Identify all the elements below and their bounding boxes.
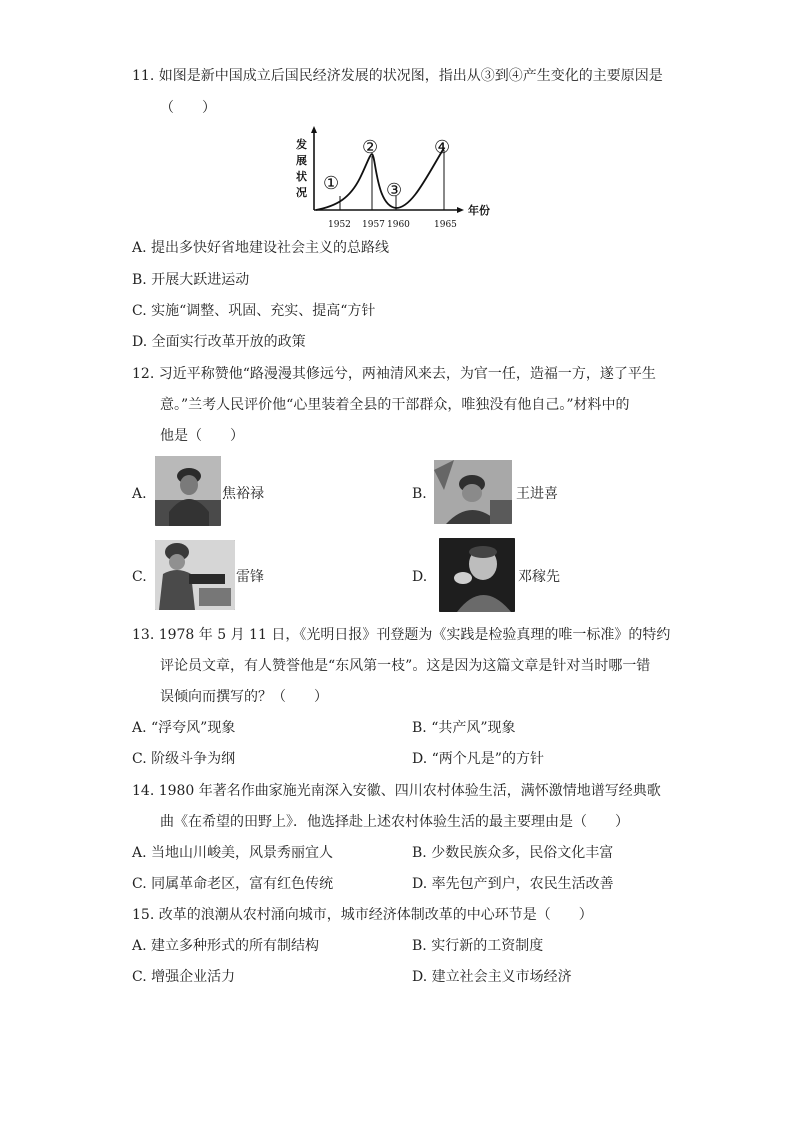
q13-option-b[interactable]: B. “共产风”现象 bbox=[412, 720, 516, 736]
q11-stem-line2: （ ） bbox=[160, 100, 216, 116]
x-axis-label: 年份 bbox=[468, 204, 490, 217]
tick-label-1952: 1952 bbox=[328, 220, 351, 230]
portrait-photo-icon bbox=[434, 460, 512, 524]
q13-option-a[interactable]: A. “浮夸风”现象 bbox=[132, 720, 236, 736]
q13-option-c[interactable]: C. 阶级斗争为纲 bbox=[132, 751, 236, 767]
q15-option-d[interactable]: D. 建立社会主义市场经济 bbox=[412, 969, 572, 985]
q12-stem-line3: 他是（ ） bbox=[160, 428, 244, 444]
q14-option-b[interactable]: B. 少数民族众多，民俗文化丰富 bbox=[412, 845, 614, 861]
q15-option-a[interactable]: A. 建立多种形式的所有制结构 bbox=[132, 938, 320, 954]
q13-stem-line1: 13. 1978 年 5 月 11 日，《光明日报》刊登题为《实践是检验真理的唯一标准》的特约 bbox=[132, 627, 671, 643]
q12-option-b-name[interactable]: 王进喜 bbox=[516, 486, 558, 502]
q11-stem-line1: 11. 如图是新中国成立后国民经济发展的状况图，指出从③到④产生变化的主要原因是 bbox=[132, 68, 663, 84]
tick-label-1960: 1960 bbox=[387, 220, 410, 230]
q13-option-d[interactable]: D. “两个凡是”的方针 bbox=[412, 751, 544, 767]
y-label-char-3: 状 bbox=[296, 170, 307, 183]
y-label-char-2: 展 bbox=[296, 154, 307, 167]
tick-label-1965: 1965 bbox=[434, 220, 457, 230]
q12-option-b-letter[interactable]: B. bbox=[412, 486, 427, 502]
point-label-2: ② bbox=[362, 137, 379, 158]
q12-option-c-photo[interactable] bbox=[155, 540, 235, 610]
q14-option-a[interactable]: A. 当地山川峻美，风景秀丽宜人 bbox=[132, 845, 334, 861]
q12-option-b-photo[interactable] bbox=[434, 460, 512, 524]
q11-option-a[interactable]: A. 提出多快好省地建设社会主义的总路线 bbox=[132, 240, 390, 256]
q14-option-d[interactable]: D. 率先包产到户，农民生活改善 bbox=[412, 876, 614, 892]
q11-economy-chart bbox=[292, 126, 504, 232]
q11-option-d[interactable]: D. 全面实行改革开放的政策 bbox=[132, 334, 306, 350]
portrait-photo-icon bbox=[439, 538, 515, 612]
q13-stem-line3: 误倾向而撰写的？（ ） bbox=[160, 689, 328, 705]
q12-stem-line2: 意。”兰考人民评价他“心里装着全县的干部群众，唯独没有他自己。”材料中的 bbox=[160, 397, 630, 413]
point-label-3: ③ bbox=[386, 180, 403, 201]
q14-option-c[interactable]: C. 同属革命老区，富有红色传统 bbox=[132, 876, 334, 892]
q12-option-d-letter[interactable]: D. bbox=[412, 569, 428, 585]
q15-option-b[interactable]: B. 实行新的工资制度 bbox=[412, 938, 544, 954]
q12-option-c-name[interactable]: 雷锋 bbox=[236, 569, 264, 585]
y-axis-label bbox=[295, 137, 307, 199]
q12-option-a-letter[interactable]: A. bbox=[132, 486, 147, 502]
x-axis-arrow bbox=[457, 207, 464, 213]
q15-option-c[interactable]: C. 增强企业活力 bbox=[132, 969, 236, 985]
q12-option-a-photo[interactable] bbox=[155, 456, 221, 526]
q12-option-c-letter[interactable]: C. bbox=[132, 569, 147, 585]
q12-option-a-name[interactable]: 焦裕禄 bbox=[222, 486, 264, 502]
q15-stem-line1: 15. 改革的浪潮从农村涌向城市，城市经济体制改革的中心环节是（ ） bbox=[132, 907, 593, 923]
q11-option-c[interactable]: C. 实施“调整、巩固、充实、提高“方针 bbox=[132, 303, 376, 319]
point-label-4: ④ bbox=[434, 137, 451, 158]
point-label-1: ① bbox=[323, 173, 340, 194]
q11-option-b[interactable]: B. 开展大跃进运动 bbox=[132, 272, 250, 288]
portrait-photo-icon bbox=[155, 540, 235, 610]
q13-stem-line2: 评论员文章，有人赞誉他是“东风第一枝”。这是因为这篇文章是针对当时哪一错 bbox=[160, 658, 651, 674]
tick-label-1957: 1957 bbox=[362, 220, 385, 230]
y-label-char-1: 发 bbox=[296, 138, 307, 151]
portrait-photo-icon bbox=[155, 456, 221, 526]
q14-stem-line1: 14. 1980 年著名作曲家施光南深入安徽、四川农村体验生活，满怀激情地谱写经典歌 bbox=[132, 783, 661, 799]
y-label-char-4: 况 bbox=[296, 186, 307, 199]
q12-option-d-photo[interactable] bbox=[439, 538, 515, 612]
q12-stem-line1: 12. 习近平称赞他“路漫漫其修远兮，两袖清风来去，为官一任，造福一方，遂了平生 bbox=[132, 366, 656, 382]
y-axis-arrow bbox=[311, 126, 317, 133]
q14-stem-line2: 曲《在希望的田野上》．他选择赴上述农村体验生活的最主要理由是（ ） bbox=[160, 814, 629, 830]
q12-option-d-name[interactable]: 邓稼先 bbox=[518, 569, 560, 585]
